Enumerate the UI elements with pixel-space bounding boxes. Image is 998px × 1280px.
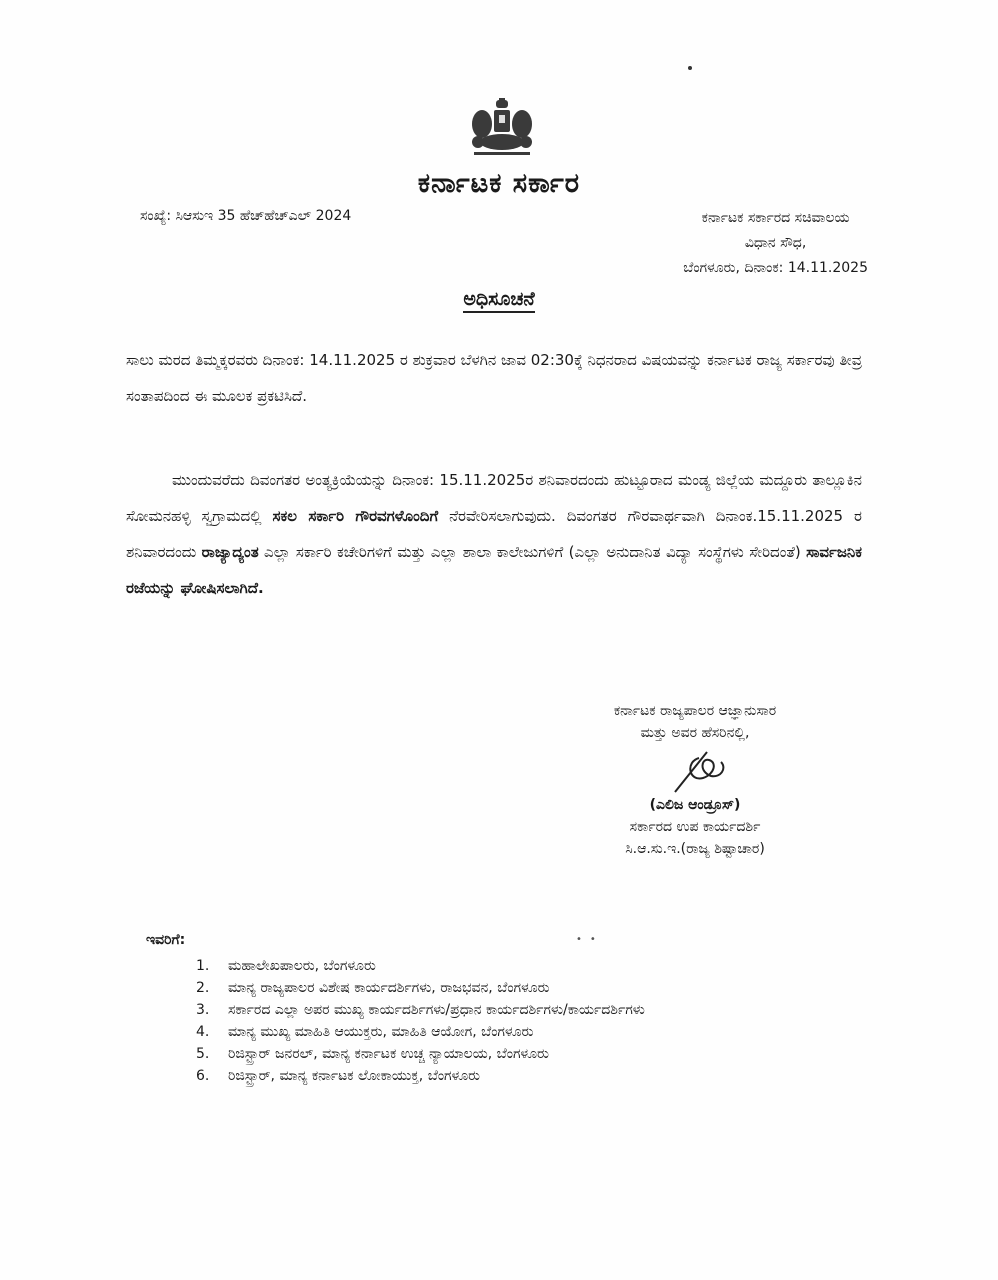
list-item: 6. ರಿಜಿಸ್ಟ್ರಾರ್, ಮಾನ್ಯ ಕರ್ನಾಟಕ ಲೋಕಾಯುಕ್ತ, ಬೆಂಗಳೂರು <box>196 1068 481 1084</box>
paragraph-2-text-2: ನೆರವೇರಿಸಲಾಗುವುದು. ದಿವಂಗತರ ಗೌರವಾರ್ಥವಾಗಿ ದಿನಾಂಕ.15.11.2025 ರ ಶನಿವಾರದಂದು <box>126 507 862 561</box>
list-item: 2. ಮಾನ್ಯ ರಾಜ್ಯಪಾಲರ ವಿಶೇಷ ಕಾರ್ಯದರ್ಶಿಗಳು, ರಾಜಭವನ, ಬೆಂಗಳೂರು <box>196 980 550 996</box>
paragraph-2-bold-1: ಸಕಲ ಸರ್ಕಾರಿ ಗೌರವಗಳೊಂದಿಗೆ <box>272 507 439 525</box>
address-line-1: ಕರ್ನಾಟಕ ಸರ್ಕಾರದ ಸಚಿವಾಲಯ <box>701 210 850 226</box>
paragraph-2-bold-3: ಸಾರ್ವಜನಿಕ ರಜೆಯನ್ನು ಘೋಷಿಸಲಾಗಿದೆ. <box>126 543 863 597</box>
copy-to-heading: ಇವರಿಗೆ: <box>146 932 186 948</box>
list-item: 3. ಸರ್ಕಾರದ ಎಲ್ಲಾ ಅಪರ ಮುಖ್ಯ ಕಾರ್ಯದರ್ಶಿಗಳು/ಪ್ರಧಾನ ಕಾರ್ಯದರ್ಶಿಗಳು/ಕಾರ್ಯದರ್ಶಿಗಳು <box>196 1002 645 1018</box>
signatory-designation: ಸರ್ಕಾರದ ಉಪ ಕಾರ್ಯದರ್ಶಿ <box>629 819 761 835</box>
handwritten-signature-icon <box>655 748 735 794</box>
signature-block <box>520 700 870 860</box>
government-title: ಕರ್ನಾಟಕ ಸರ್ಕಾರ <box>417 168 581 199</box>
ink-specks: •• <box>576 934 604 945</box>
list-item: 4. ಮಾನ್ಯ ಮುಖ್ಯ ಮಾಹಿತಿ ಆಯುಕ್ತರು, ಮಾಹಿತಿ ಆಯೋಗ, ಬೆಂಗಳೂರು <box>196 1024 534 1040</box>
paragraph-1: ಸಾಲು ಮರದ ತಿಮ್ಮಕ್ಕರವರು ದಿನಾಂಕ: 14.11.2025 ರ ಶುಕ್ರವಾರ ಬೆಳಗಿನ ಜಾವ 02:30ಕ್ಕೆ ನಿಧನರಾದ ವಿಷಯವನ್ನು ಕರ್ನಾಟಕ ರಾಜ್ಯ ಸರ್ಕಾರವು ತೀವ್ರ ಸಂತಾಪದಿಂದ ಈ ಮೂಲಕ ಪ್ರಕಟಿಸಿದೆ. <box>126 351 862 405</box>
authority-line-1: ಕರ್ನಾಟಕ ರಾಜ್ಯಪಾಲರ ಆಜ್ಞಾನುಸಾರ <box>613 703 777 719</box>
signatory-name: (ಎಲಿಜ ಆಂಡ್ರೂಸ್) <box>649 797 741 813</box>
notification-heading: ಅಧಿಸೂಚನೆ <box>0 288 998 310</box>
reference-number: ಸಂಖ್ಯೆ: ಸಿಆಸುಇ 35 ಹೆಚ್‌ಹೆಚ್‌ಎಲ್ 2024 <box>140 208 352 224</box>
ink-speck <box>688 66 692 70</box>
paragraph-2-bold-2: ರಾಜ್ಯಾದ್ಯಂತ <box>201 543 259 561</box>
paragraph-2-text-1: ಮುಂದುವರೆದು ದಿವಂಗತರ ಅಂತ್ಯಕ್ರಿಯೆಯನ್ನು ದಿನಾಂಕ: 15.11.2025ರ ಶನಿವಾರದಂದು ಹುಟ್ಟೂರಾದ ಮಂಡ್ಯ ಜಿಲ್ಲೆಯ ಮದ್ದೂರು ತಾಲ್ಲೂಕಿನ ಸೋಮನಹಳ್ಳಿ ಸ್ವಗ್ರಾಮದಲ್ಲಿ <box>126 471 862 525</box>
state-emblem-icon <box>466 98 538 158</box>
paragraph-2 <box>126 462 862 606</box>
office-address <box>683 206 868 281</box>
list-item: 1. ಮಹಾಲೇಖಪಾಲರು, ಬೆಂಗಳೂರು <box>196 958 376 974</box>
address-line-2: ವಿಧಾನ ಸೌಧ, <box>744 235 807 251</box>
copy-to-list <box>196 955 796 1087</box>
list-item: 5. ರಿಜಿಸ್ಟ್ರಾರ್ ಜನರಲ್, ಮಾನ್ಯ ಕರ್ನಾಟಕ ಉಚ್ಚ ನ್ಯಾಯಾಲಯ, ಬೆಂಗಳೂರು <box>196 1046 549 1062</box>
address-date-line: ಬೆಂಗಳೂರು, ದಿನಾಂಕ: 14.11.2025 <box>683 260 868 276</box>
signatory-department: ಸಿ.ಆ.ಸು.ಇ.(ರಾಜ್ಯ ಶಿಷ್ಟಾಚಾರ) <box>625 841 765 857</box>
paragraph-2-text-3: ಎಲ್ಲಾ ಸರ್ಕಾರಿ ಕಚೇರಿಗಳಿಗೆ ಮತ್ತು ಎಲ್ಲಾ ಶಾಲಾ ಕಾಲೇಜುಗಳಿಗೆ (ಎಲ್ಲಾ ಅನುದಾನಿತ ವಿದ್ಯಾ ಸಂಸ್ಥೆಗಳು ಸೇರಿದಂತೆ) <box>258 543 807 561</box>
authority-line-2: ಮತ್ತು ಅವರ ಹೆಸರಿನಲ್ಲಿ, <box>640 725 750 741</box>
